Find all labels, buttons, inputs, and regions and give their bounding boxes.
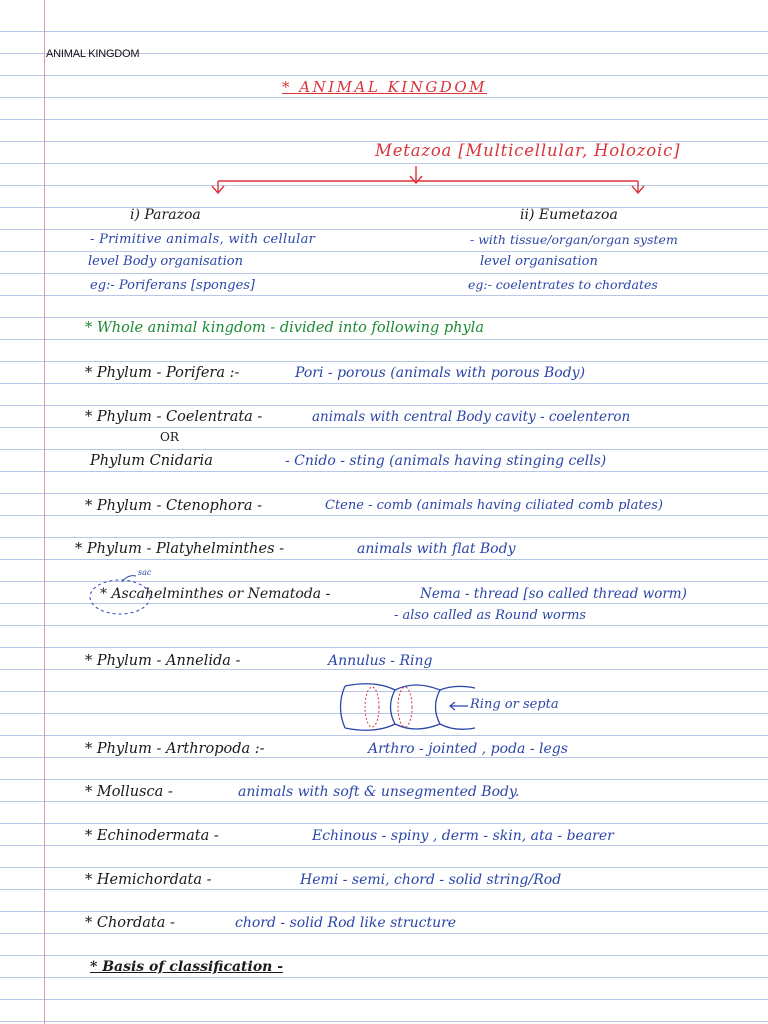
aschelminthes-desc-1: Nema - thread [so called thread worm) bbox=[420, 586, 687, 602]
arthropoda-desc: Arthro - jointed , poda - legs bbox=[368, 741, 568, 757]
eumetazoa-line-3: eg:- coelentrates to chordates bbox=[468, 277, 658, 292]
page-header: ANIMAL KINGDOM bbox=[46, 48, 140, 60]
aschelminthes-name: * Ascahelminthes or Nematoda - bbox=[100, 586, 331, 602]
porifera-name: * Phylum - Porifera :- bbox=[85, 365, 240, 381]
coelentrata-name: * Phylum - Coelentrata - bbox=[85, 409, 263, 425]
cnidaria-desc: - Cnido - sting (animals having stinging cells) bbox=[285, 453, 607, 469]
annelida-name: * Phylum - Annelida - bbox=[85, 653, 241, 669]
phyla-heading: * Whole animal kingdom - divided into following phyla bbox=[85, 320, 484, 336]
parazoa-line-2: level Body organisation bbox=[88, 254, 244, 269]
cnidaria-name: Phylum Cnidaria bbox=[90, 453, 213, 469]
hemichordata-name: * Hemichordata - bbox=[85, 872, 212, 888]
chordata-name: * Chordata - bbox=[85, 915, 175, 931]
platyhelminthes-desc: animals with flat Body bbox=[357, 541, 516, 557]
page-title: * ANIMAL KINGDOM bbox=[282, 78, 487, 96]
coelentrata-or: OR bbox=[160, 430, 179, 444]
arthropoda-name: * Phylum - Arthropoda :- bbox=[85, 741, 265, 757]
ctenophora-name: * Phylum - Ctenophora - bbox=[85, 498, 262, 514]
parazoa-line-1: - Primitive animals, with cellular bbox=[90, 232, 316, 247]
annelida-diagram-label: Ring or septa bbox=[470, 697, 559, 712]
mollusca-name: * Mollusca - bbox=[85, 784, 173, 800]
mollusca-desc: animals with soft & unsegmented Body. bbox=[238, 784, 520, 800]
echinodermata-desc: Echinous - spiny , derm - skin, ata - bearer bbox=[312, 828, 614, 844]
aschelminthes-desc-2: - also called as Round worms bbox=[394, 608, 587, 623]
porifera-desc: Pori - porous (animals with porous Body) bbox=[295, 365, 586, 381]
annelida-desc: Annulus - Ring bbox=[328, 653, 433, 669]
eumetazoa-heading: ii) Eumetazoa bbox=[520, 207, 618, 223]
chordata-desc: chord - solid Rod like structure bbox=[235, 915, 457, 931]
basis-heading: * Basis of classification - bbox=[90, 959, 284, 975]
coelentrata-desc: animals with central Body cavity - coelenteron bbox=[312, 409, 631, 425]
eumetazoa-line-2: level organisation bbox=[480, 254, 598, 269]
eumetazoa-line-1: - with tissue/organ/organ system bbox=[470, 232, 678, 247]
ctenophora-desc: Ctene - comb (animals having ciliated comb plates) bbox=[325, 498, 663, 513]
echinodermata-name: * Echinodermata - bbox=[85, 828, 219, 844]
parazoa-heading: i) Parazoa bbox=[130, 207, 201, 223]
parazoa-line-3: eg:- Poriferans [sponges] bbox=[90, 278, 256, 293]
hemichordata-desc: Hemi - semi, chord - solid string/Rod bbox=[300, 872, 562, 888]
platyhelminthes-name: * Phylum - Platyhelminthes - bbox=[75, 541, 285, 557]
metazoa-heading: Metazoa [Multicellular, Holozoic] bbox=[375, 141, 681, 160]
aschelminthes-sac-note: sac bbox=[138, 568, 152, 577]
